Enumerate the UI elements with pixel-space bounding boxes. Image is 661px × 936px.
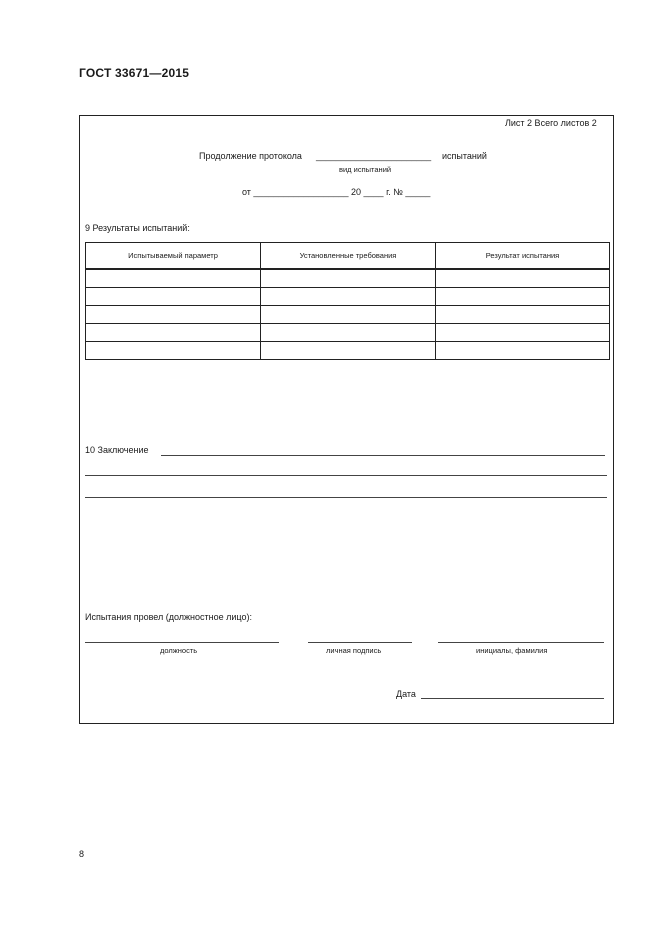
table-row bbox=[86, 306, 610, 324]
column-header-parameter: Испытываемый параметр bbox=[86, 243, 261, 270]
conclusion-label: 10 Заключение bbox=[85, 445, 149, 455]
protocol-type-blank[interactable]: _______________________ bbox=[316, 151, 432, 161]
table-header-row bbox=[86, 243, 610, 270]
standard-code: ГОСТ 33671—2015 bbox=[79, 66, 190, 80]
table-cell[interactable] bbox=[86, 288, 261, 306]
personal-signature-line[interactable] bbox=[308, 642, 412, 643]
table-cell[interactable] bbox=[436, 342, 610, 360]
date-label: Дата bbox=[396, 689, 416, 699]
conclusion-line[interactable] bbox=[85, 497, 607, 498]
protocol-title-suffix: испытаний bbox=[442, 151, 487, 161]
table-row bbox=[86, 288, 610, 306]
signature-caption: личная подпись bbox=[326, 646, 382, 655]
form-frame bbox=[79, 115, 614, 724]
table-cell[interactable] bbox=[86, 306, 261, 324]
name-caption: инициалы, фамилия bbox=[476, 646, 548, 655]
table-cell[interactable] bbox=[86, 269, 261, 288]
table-row bbox=[86, 324, 610, 342]
table-cell[interactable] bbox=[86, 324, 261, 342]
conclusion-line[interactable] bbox=[85, 475, 607, 476]
protocol-title-prefix: Продолжение протокола bbox=[199, 151, 302, 161]
position-caption: должность bbox=[160, 646, 198, 655]
position-signature-line[interactable] bbox=[85, 642, 279, 643]
table-cell[interactable] bbox=[436, 269, 610, 288]
column-header-requirements: Установленные требования bbox=[261, 243, 436, 270]
results-heading: 9 Результаты испытаний: bbox=[85, 223, 190, 233]
table-cell[interactable] bbox=[261, 269, 436, 288]
table-cell[interactable] bbox=[261, 342, 436, 360]
results-table bbox=[85, 242, 610, 360]
table-row bbox=[86, 342, 610, 360]
table-cell[interactable] bbox=[436, 306, 610, 324]
table-cell[interactable] bbox=[436, 288, 610, 306]
table-cell[interactable] bbox=[86, 342, 261, 360]
sheet-info: Лист 2 Всего листов 2 bbox=[505, 118, 597, 128]
name-signature-line[interactable] bbox=[438, 642, 604, 643]
protocol-date-line[interactable]: от ___________________ 20 ____ г. № _____ bbox=[242, 187, 431, 197]
conclusion-line[interactable] bbox=[161, 455, 605, 456]
table-cell[interactable] bbox=[261, 324, 436, 342]
performed-by-label: Испытания провел (должностное лицо): bbox=[85, 612, 252, 622]
protocol-type-hint: вид испытаний bbox=[339, 165, 392, 174]
table-row bbox=[86, 269, 610, 288]
table-cell[interactable] bbox=[261, 306, 436, 324]
column-header-result: Результат испытания bbox=[436, 243, 610, 270]
table-cell[interactable] bbox=[261, 288, 436, 306]
page-number: 8 bbox=[79, 849, 85, 859]
table-cell[interactable] bbox=[436, 324, 610, 342]
date-line[interactable] bbox=[421, 698, 604, 699]
